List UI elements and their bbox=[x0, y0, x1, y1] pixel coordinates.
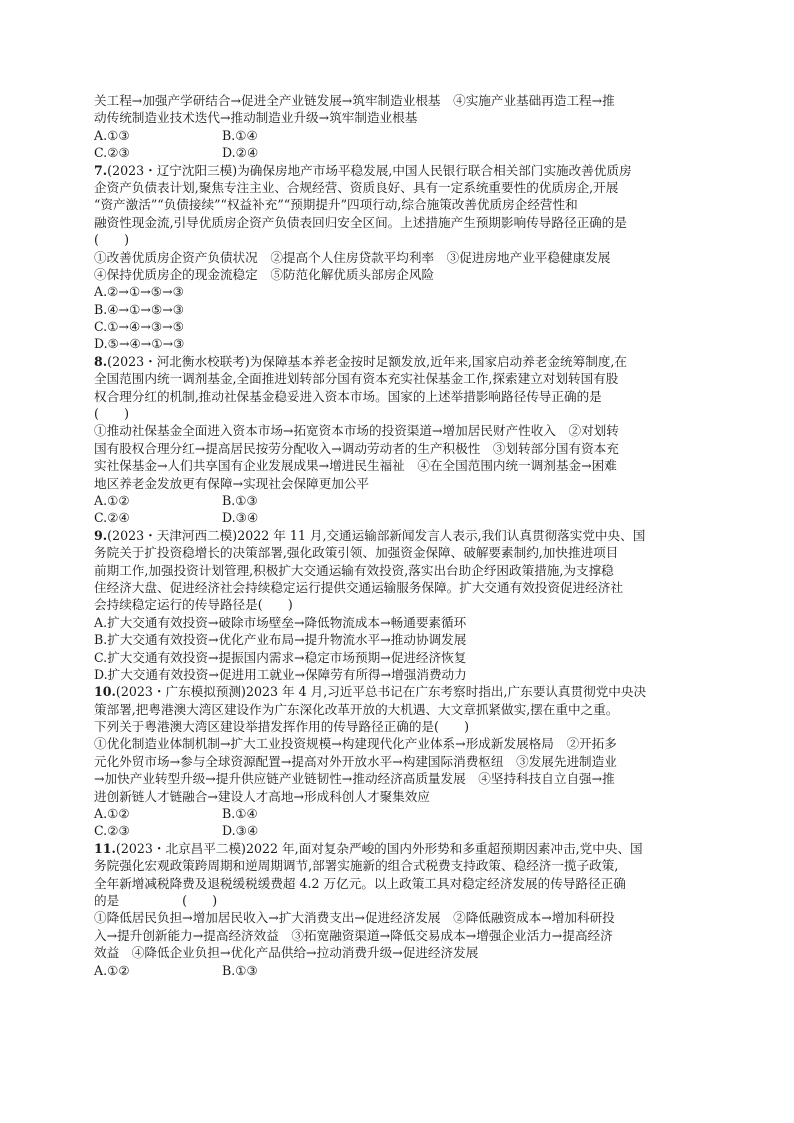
question-number: 10. bbox=[94, 684, 116, 700]
statement-line: ①改善优质房企资产负债状况 ②提高个人住房贷款平均利率 ③促进房地产业平稳健康发展 bbox=[94, 249, 611, 265]
option-d: D.③④ bbox=[222, 510, 259, 526]
question-9 bbox=[94, 527, 698, 684]
statement-line: 入→提升创新能力→提高经济效益 ③拓宽融资渠道→降低交易成本→增强企业活力→提高经济 bbox=[94, 927, 613, 943]
option-d: D.⑤→④→①→③ bbox=[94, 336, 185, 352]
option-d: D.③④ bbox=[222, 823, 259, 839]
statement-line: ①降低居民负担→增加居民收入→扩大消费支出→促进经济发展 ②降低融资成本→增加科研投 bbox=[94, 910, 615, 926]
option-a: A.②→①→⑤→③ bbox=[94, 284, 184, 300]
question-text-line: 下列关于粤港澳大湾区建设举措发挥作用的传导路径正确的是( ) bbox=[94, 719, 470, 735]
question-text-line: 的是 ( ) bbox=[94, 892, 218, 908]
question-text-line: 融资性现金流,引导优质房企资产负债表回归安全区间。上述措施产生预期影响传导路径正确的是 bbox=[94, 214, 627, 230]
question-text-line: 务院关于扩投资稳增长的决策部署,强化政策引领、加强资金保障、破解要素制约,加快推进项目 bbox=[94, 545, 619, 561]
statement-line: 进创新链人才链融合→建设人才高地→形成科创人才聚集效应 bbox=[94, 788, 430, 804]
option-c: C.①→④→③→⑤ bbox=[94, 319, 185, 335]
option-row bbox=[94, 127, 698, 144]
option-a: A.扩大交通有效投资→破除市场壁垒→降低物流成本→畅通要素循环 bbox=[94, 614, 467, 630]
question-stem: (2023・北京昌平二模)2022 年,面对复杂严峻的国内外形势和多重超预期因素冲击,党中央、国 bbox=[115, 840, 643, 856]
question-number: 8. bbox=[94, 353, 108, 369]
option-b: B.④→①→⑤→③ bbox=[94, 301, 185, 317]
question-number: 9. bbox=[94, 527, 108, 543]
exam-page bbox=[94, 92, 698, 979]
answer-blank: ( ) bbox=[94, 406, 130, 422]
question-text-line: 企资产负债表计划,聚焦专注主业、合规经营、资质良好、具有一定系统重要性的优质房企,开展 bbox=[94, 179, 619, 195]
question-text-line bbox=[94, 527, 698, 544]
question-number: 7. bbox=[94, 162, 108, 178]
question-10 bbox=[94, 683, 698, 840]
option-c: C.②③ bbox=[94, 145, 130, 161]
statement-line: ①推动社保基金全面进入资本市场→拓宽资本市场的投资渠道→增加居民财产性收入 ②对划转 bbox=[94, 423, 619, 439]
statement-line: 国有股权合理分红→提高居民按劳分配收入→调动劳动者的生产积极性 ③划转部分国有资本充 bbox=[94, 440, 619, 456]
option-a: A.①② bbox=[94, 806, 130, 822]
question-text-line bbox=[94, 162, 698, 179]
question-text-line: 全年新增减税降费及退税缓税缓费超 4.2 万亿元。以上政策工具对稳定经济发展的传导路径正确 bbox=[94, 875, 626, 891]
option-b: B.①④ bbox=[222, 127, 258, 143]
option-row bbox=[94, 805, 698, 822]
option-b: B.①③ bbox=[222, 492, 258, 508]
question-text-line: 会持续稳定运行的传导路径是( ) bbox=[94, 597, 293, 613]
question-text-line bbox=[94, 353, 698, 370]
option-b: B.①③ bbox=[222, 962, 258, 978]
statement-line: ④保持优质房企的现金流稳定 ⑤防范化解优质头部房企风险 bbox=[94, 266, 435, 282]
option-a: A.①③ bbox=[94, 127, 130, 143]
question-text-line: 住经济大盘、促进经济社会持续稳定运行提供交通运输服务保障。扩大交通有效投资促进经济社 bbox=[94, 579, 623, 595]
option-d: D.②④ bbox=[222, 145, 259, 161]
question-text-line: 关工程→加强产学研结合→促进全产业链发展→筑牢制造业根基 ④实施产业基础再造工程→推 bbox=[94, 93, 615, 108]
question-stem: (2023・广东模拟预测)2023 年 4 月,习近平总书记在广东考察时指出,广东要认真贯彻党中央决 bbox=[115, 684, 647, 700]
question-text-line: 务院强化宏观政策跨周期和逆周期调节,部署实施新的组合式税费支持政策、稳经济一揽子政策, bbox=[94, 858, 619, 874]
question-8 bbox=[94, 353, 698, 527]
statement-line: 地区养老金发放更有保障→实现社会保障更加公平 bbox=[94, 475, 370, 491]
option-a: A.①② bbox=[94, 492, 130, 508]
question-stem: (2023・天津河西二模)2022 年 11 月,交通运输部新闻发言人表示,我们认真贯彻落实党中央、国 bbox=[107, 527, 646, 543]
question-number: 11. bbox=[94, 840, 116, 856]
option-row bbox=[94, 492, 698, 509]
option-b: B.①④ bbox=[222, 806, 258, 822]
question-text-line: 动传统制造业技术迭代→推动制造业升级→筑牢制造业根基 bbox=[94, 110, 418, 126]
option-row bbox=[94, 962, 698, 979]
question-7 bbox=[94, 162, 698, 353]
option-a: A.①② bbox=[94, 962, 130, 978]
question-stem: (2023・辽宁沈阳三模)为确保房地产市场平稳发展,中国人民银行联合相关部门实施改善优质房 bbox=[107, 162, 632, 178]
question-text-line: 权合理分红的机制,推动社保基金稳妥进入资本市场。国家的上述举措影响路径传导正确的是 bbox=[94, 388, 602, 404]
question-text-line: 全国范围内统一调剂基金,全面推进划转部分国有资本充实社保基金工作,探索建立对划转国有股 bbox=[94, 371, 619, 387]
question-text-line bbox=[94, 840, 698, 857]
option-c: C.扩大交通有效投资→提振国内需求→稳定市场预期→促进经济恢复 bbox=[94, 649, 467, 665]
question-11 bbox=[94, 840, 698, 979]
question-text-line: “资产激活”“负债接续”“权益补充”“预期提升”四项行动,综合施策改善优质房企经营性和 bbox=[94, 197, 578, 213]
statement-line: 实社保基金→人们共享国有企业发展成果→增进民生福祉 ④在全国范围内统一调剂基金→困难 bbox=[94, 458, 617, 474]
statement-line: 效益 ④降低企业负担→优化产品供给→拉动消费升级→促进经济发展 bbox=[94, 945, 479, 961]
continued-question bbox=[94, 92, 698, 162]
option-d: D.扩大交通有效投资→促进用工就业→保障劳有所得→增强消费动力 bbox=[94, 666, 467, 682]
statement-line: →加快产业转型升级→提升供应链产业链韧性→推动经济高质量发展 ④坚持科技自立自强→推 bbox=[94, 771, 615, 787]
statement-line: 元化外贸市场→参与全球资源配置→提高对外开放水平→构建国际消费枢纽 ③发展先进制造业 bbox=[94, 753, 617, 769]
question-text-line: 前期工作,加强投资计划管理,积极扩大交通运输有效投资,落实出台助企纾困政策措施,为支撑稳 bbox=[94, 562, 614, 578]
option-row bbox=[94, 509, 698, 526]
statement-line: ①优化制造业体制机制→扩大工业投资规模→构建现代化产业体系→形成新发展格局 ②开拓多 bbox=[94, 736, 617, 752]
option-row bbox=[94, 144, 698, 161]
question-text-line: 策部署,把粤港澳大湾区建设作为广东深化改革开放的大机遇、大文章抓紧做实,摆在重中之重。 bbox=[94, 701, 619, 717]
option-c: C.②④ bbox=[94, 510, 130, 526]
option-c: C.②③ bbox=[94, 823, 130, 839]
question-text-line bbox=[94, 683, 698, 700]
answer-blank: ( ) bbox=[94, 232, 130, 248]
option-row bbox=[94, 822, 698, 839]
option-b: B.扩大交通有效投资→优化产业布局→提升物流水平→推动协调发展 bbox=[94, 632, 467, 648]
question-stem: (2023・河北衡水校联考)为保障基本养老金按时足额发放,近年来,国家启动养老金统筹制度,在 bbox=[107, 353, 628, 369]
